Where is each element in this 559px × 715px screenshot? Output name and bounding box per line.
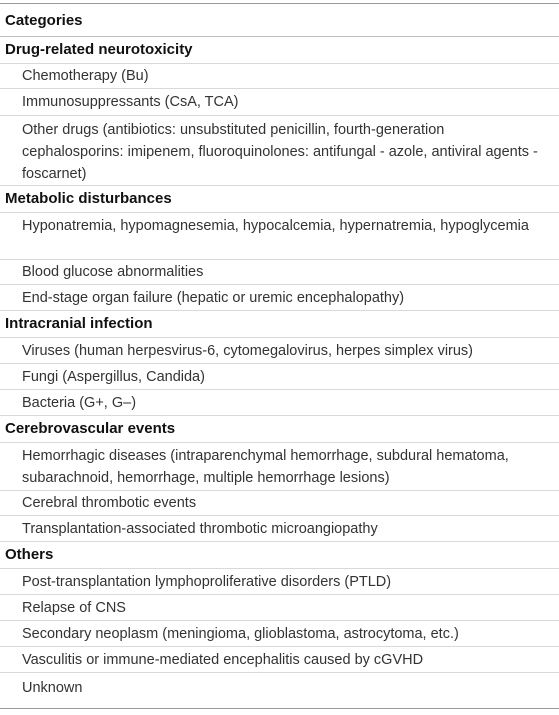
top-rule (0, 3, 559, 4)
category-label: Cerebrovascular events (5, 420, 176, 437)
item-row (0, 569, 559, 595)
item-row (0, 673, 559, 708)
category-label: Metabolic disturbances (5, 190, 172, 207)
category-row (0, 186, 559, 213)
item-label: End-stage organ failure (hepatic or uremic encephalopathy) (22, 290, 405, 306)
item-label: Vasculitis or immune-mediated encephalitis caused by cGVHD (22, 652, 424, 668)
item-label: Post-transplantation lymphoproliferative disorders (PTLD) (22, 574, 392, 590)
item-row (0, 443, 559, 491)
item-label: Hyponatremia, hypomagnesemia, hypocalcemia, hypernatremia, hypoglycemia (22, 218, 529, 234)
category-label: Intracranial infection (5, 315, 153, 332)
item-row (0, 89, 559, 116)
item-label: Viruses (human herpesvirus-6, cytomegalovirus, herpes simplex virus) (22, 343, 474, 359)
item-label: Blood glucose abnormalities (22, 264, 204, 280)
item-row (0, 285, 559, 311)
item-label: Immunosuppressants (CsA, TCA) (22, 94, 239, 110)
table-header: Categories (5, 12, 83, 29)
item-label: Hemorrhagic diseases (intraparenchymal hemorrhage, subdural hematoma, subarachnoid, hemorrhage, multiple hemorrhage lesions) (22, 448, 509, 486)
item-row (0, 647, 559, 673)
item-label: Chemotherapy (Bu) (22, 68, 149, 84)
item-row (0, 390, 559, 416)
bottom-rule (0, 708, 559, 709)
item-label: Relapse of CNS (22, 600, 126, 616)
category-row (0, 416, 559, 443)
item-row (0, 260, 559, 285)
category-label: Drug-related neurotoxicity (5, 41, 193, 58)
item-row (0, 595, 559, 621)
category-row (0, 311, 559, 338)
item-label: Other drugs (antibiotics: unsubstituted penicillin, fourth-generation cephalosporins: imipenem, fluoroquinolones: antifungal - azole, antiviral agents - foscarnet) (22, 122, 538, 182)
item-label: Transplantation-associated thrombotic microangiopathy (22, 521, 378, 537)
category-label: Others (5, 546, 54, 563)
item-row (0, 64, 559, 89)
item-label: Bacteria (G+, G–) (22, 395, 137, 411)
item-label: Cerebral thrombotic events (22, 495, 197, 511)
item-label: Secondary neoplasm (meningioma, glioblastoma, astrocytoma, etc.) (22, 626, 459, 642)
category-row (0, 542, 559, 569)
item-row (0, 621, 559, 647)
item-row (0, 213, 559, 260)
item-row (0, 364, 559, 390)
item-label: Unknown (22, 680, 83, 696)
item-row (0, 116, 559, 186)
item-label: Fungi (Aspergillus, Candida) (22, 369, 205, 385)
category-row (0, 37, 559, 64)
item-row (0, 516, 559, 542)
item-row (0, 338, 559, 364)
item-row (0, 491, 559, 516)
